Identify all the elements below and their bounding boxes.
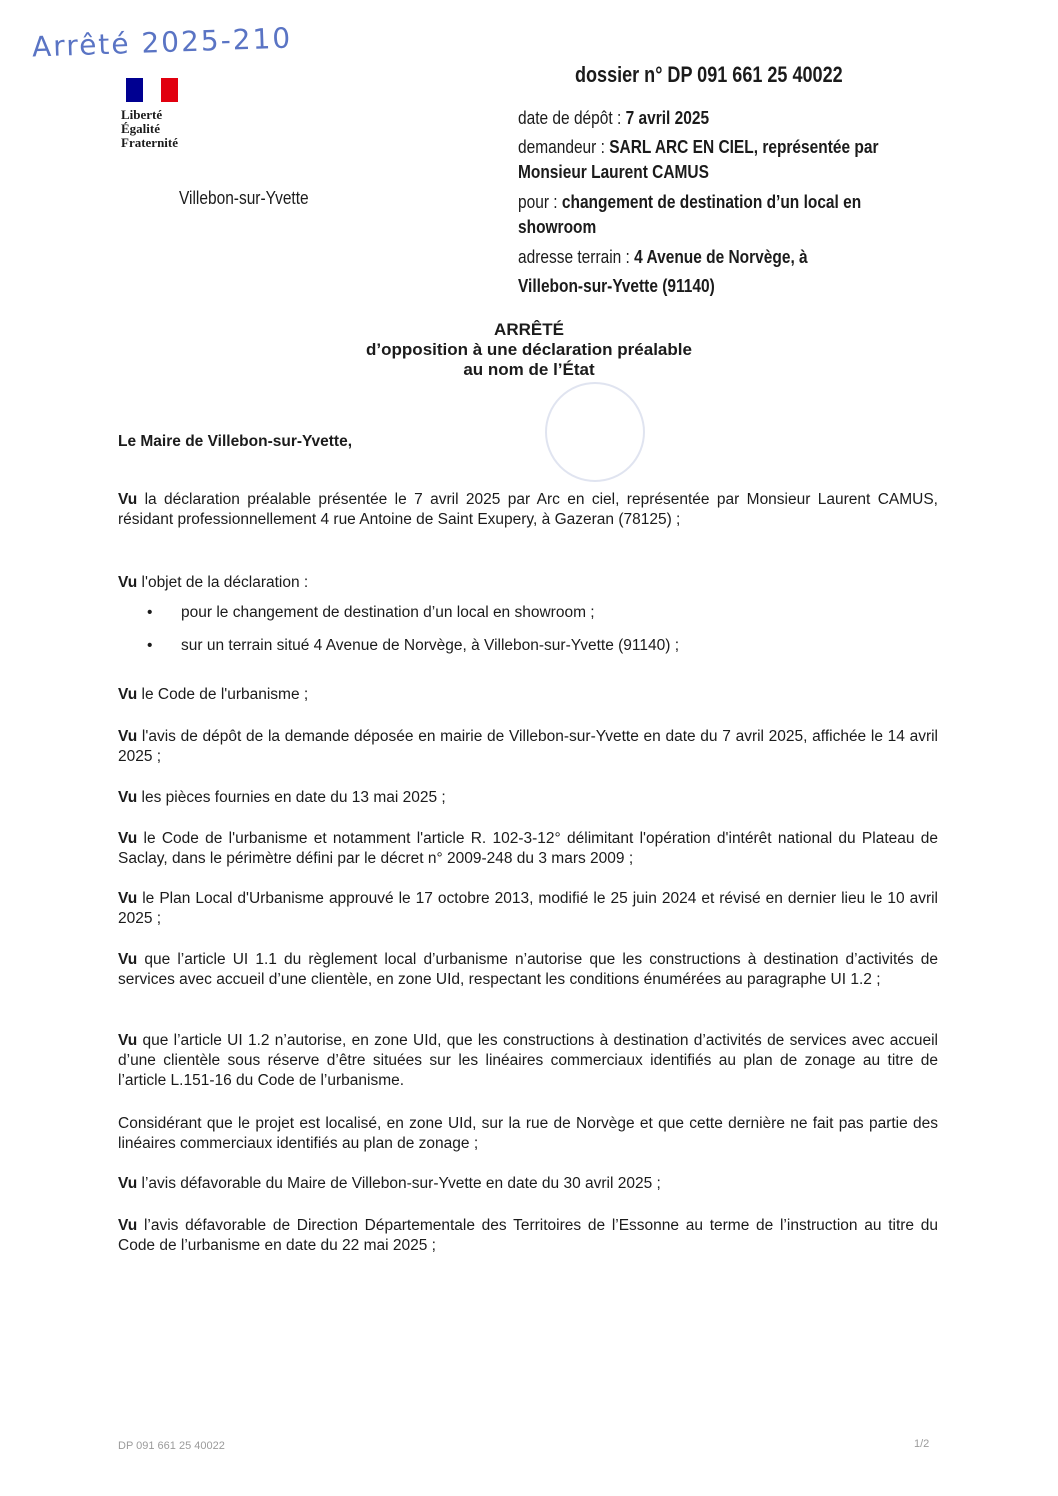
vu-article-ui-1-2 [118,1031,938,1091]
title-line-2: d’opposition à une déclaration préalable [366,340,692,359]
paragraph-text: le Code de l'urbanisme et notamment l'article R. 102-3-12° délimitant l'opération d'intérêt national du Plateau de Saclay, dans le périmètre défini par le décret n° 2009-248 du 3 mars 2009 ; [118,830,938,867]
commune-name: Villebon-sur-Yvette [179,188,309,208]
demandeur-line [518,137,878,158]
vu-label: Vu [118,574,138,591]
paragraph-text: le Code de l'urbanisme ; [137,686,309,703]
motto-egalite: Égalité [121,121,160,136]
pour-line [518,192,861,213]
arrete-title [229,320,829,380]
mairie-seal-stamp [545,382,645,482]
demandeur-value-2: Monsieur Laurent CAMUS [518,162,709,182]
pour-label: pour : [518,192,562,212]
bullet-text: pour le changement de destination d’un local en showroom ; [181,604,595,621]
vu-label: Vu [118,830,138,847]
vu-article-ui-1-1 [118,950,938,990]
vu-label: Vu [118,789,138,806]
vu-avis-maire [118,1174,938,1194]
vu-label: Vu [118,686,138,703]
bullet-item [147,636,941,656]
depot-line [518,108,709,129]
motto-fraternite: Fraternité [121,135,179,150]
paragraph-text: les pièces fournies en date du 13 mai 2025 ; [137,789,446,806]
vu-label: Vu [118,951,138,968]
footer-reference: DP 091 661 25 40022 [118,1440,225,1452]
intro-maire: Le Maire de Villebon-sur-Yvette, [118,433,353,450]
bullet-dot-icon: • [147,604,153,621]
bullet-text: sur un terrain situé 4 Avenue de Norvège, à Villebon-sur-Yvette (91140) ; [181,637,680,654]
vu-label: Vu [118,1032,138,1049]
depot-label: date de dépôt : [518,108,626,128]
vu-avis-ddt [118,1216,938,1256]
paragraph-text: l'avis de dépôt de la demande déposée en mairie de Villebon-sur-Yvette en date du 7 avril 2025, affichée le 14 avril 2025 ; [118,728,938,765]
adresse-value-1: 4 Avenue de Norvège, à [634,247,808,267]
paragraph-text: l’avis défavorable de Direction Départementale des Territoires de l’Essonne au terme de l’instruction au titre du Code de l’urbanisme en date du 22 mai 2025 ; [118,1217,938,1254]
depot-value: 7 avril 2025 [625,108,710,128]
demandeur-label: demandeur : [518,137,610,157]
paragraph-text: l'objet de la déclaration : [137,574,309,591]
adresse-value-2: Villebon-sur-Yvette (91140) [518,276,715,296]
adresse-line [518,247,808,268]
vu-label: Vu [118,1175,138,1192]
paragraph-text: que l’article UI 1.2 n’autorise, en zone UId, que les constructions à destination d’activités de services avec accueil d’une clientèle sous réserve d’être situées sur les linéaires commerciaux identifiés au plan de zonage au titre de l’article L.151-16 du Code de l’urbanisme. [118,1032,938,1089]
title-line-1: ARRÊTÉ [494,320,564,339]
title-line-3: au nom de l’État [463,360,595,379]
motto-liberte: Liberté [121,107,163,122]
page-number: 1/2 [914,1438,930,1450]
handwritten-reference: Arrêté 2025-210 [31,21,293,64]
dossier-number: dossier n° DP 091 661 25 40022 [575,62,843,87]
vu-declaration [118,490,938,530]
paragraph-text: le Plan Local d'Urbanisme approuvé le 17 octobre 2013, modifié le 25 juin 2024 et révisé en dernier lieu le 10 avril 2025 ; [118,890,938,927]
vu-label: Vu [118,728,138,745]
vu-label: Vu [118,491,138,508]
marianne-flag-icon [126,78,178,102]
pour-value-2: showroom [518,217,597,237]
pour-value-1: changement de destination d’un local en [561,192,862,212]
vu-avis-depot [118,727,938,767]
adresse-label: adresse terrain : [518,247,635,267]
vu-plu [118,889,938,929]
demandeur-value-1: SARL ARC EN CIEL, représentée par [609,137,879,157]
vu-label: Vu [118,890,138,907]
paragraph-text: que l’article UI 1.1 du règlement local d’urbanisme n’autorise que les constructions à destination d’activités de services avec accueil d’une clientèle, en zone UId, respectant les conditions énumérées au paragraphe UI 1.2 ; [118,951,938,988]
paragraph-text: la déclaration préalable présentée le 7 avril 2025 par Arc en ciel, représentée par Monsieur Laurent CAMUS, résidant professionnellement 4 rue Antoine de Saint Exupery, à Gazeran (78125) ; [118,491,938,528]
vu-code-urbanisme [118,685,938,705]
vu-label: Vu [118,1217,138,1234]
bullet-item [147,603,941,623]
republic-motto [121,108,178,150]
considerant-paragraph: Considérant que le projet est localisé, en zone UId, sur la rue de Norvège et que cette dernière ne fait pas partie des linéaires commerciaux identifiés au plan de zonage ; [118,1115,938,1152]
bullet-dot-icon: • [147,637,153,654]
vu-article-r102 [118,829,938,869]
paragraph-text: l’avis défavorable du Maire de Villebon-sur-Yvette en date du 30 avril 2025 ; [137,1175,661,1192]
vu-objet [118,573,938,593]
vu-pieces [118,788,938,808]
